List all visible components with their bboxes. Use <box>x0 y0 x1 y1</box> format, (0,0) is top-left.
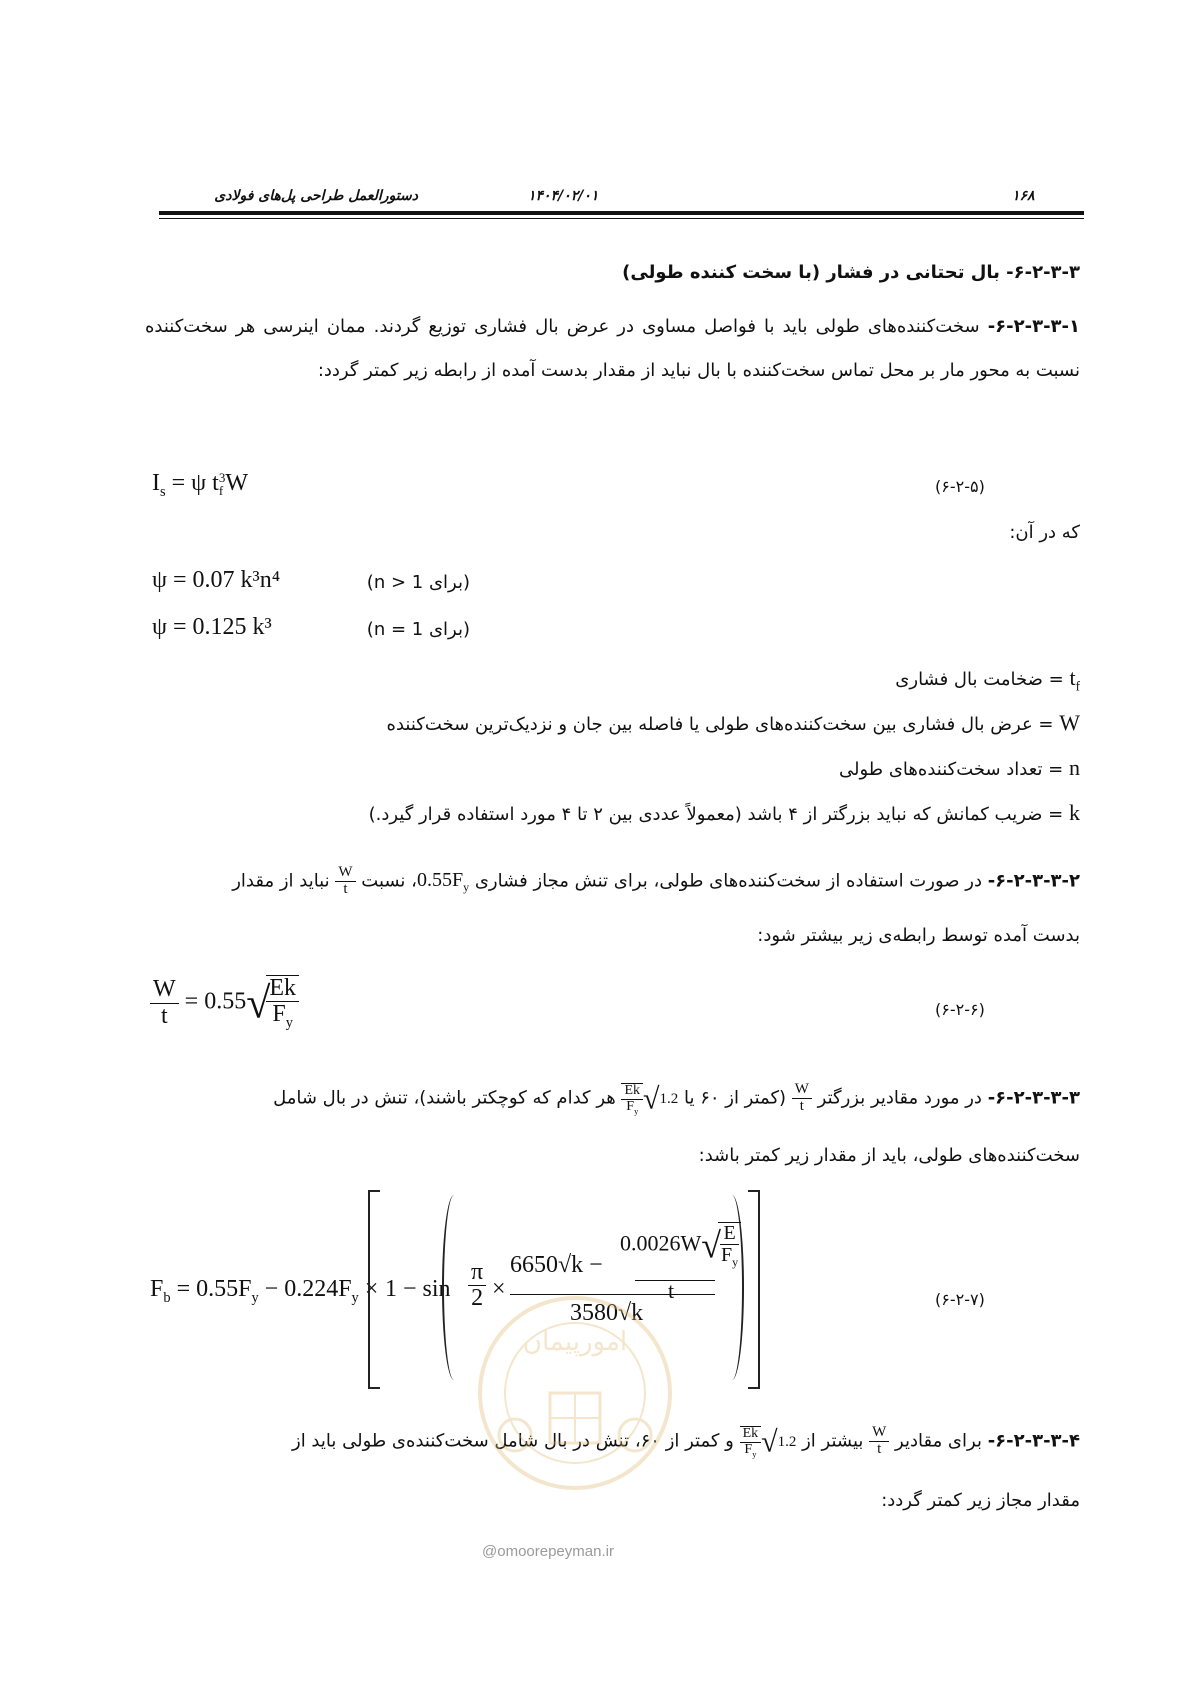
eq7-inner-den: t <box>668 1278 675 1303</box>
clause-4-number: ۶-۲-۳-۳-۴- <box>987 1430 1080 1452</box>
watermark-url: @omoorepeyman.ir <box>482 1543 614 1560</box>
clause-4-text-b: بیشتر از <box>796 1430 864 1452</box>
symbol-k: k <box>1069 800 1080 825</box>
clause-3-line-2: سخت‌کننده‌های طولی، باید از مقدار زیر کمتر باشد: <box>698 1145 1080 1166</box>
eq5-lhs-sub: s <box>160 483 166 500</box>
eq7-times-2: × <box>492 1276 506 1302</box>
clause-3-ratio: $\frac{W}{t}$ <box>792 1082 812 1115</box>
symbol-w: W <box>1059 710 1080 735</box>
clause-4-text-c: و کمتر از ۶۰، تنش در بال شامل سخت‌کننده‌ی طولی باید از <box>292 1430 734 1452</box>
clause-1 <box>145 305 1080 393</box>
symbol-def-tf <box>300 665 1080 694</box>
clause-4-text-a: برای مقادیر <box>889 1430 988 1452</box>
clause-4-limit: 1.2√ $\frac{Ek}{F_y}$ <box>740 1434 797 1450</box>
equation-6: $\frac{W}{t}$ = 0.55√ $\frac{Ek}{F_y}$ <box>150 975 299 1031</box>
clause-2-text-b: ، نسبت <box>355 870 417 892</box>
clause-1-number: ۶-۲-۳-۳-۱- <box>987 316 1080 337</box>
psi-formula-2: ψ = 0.125 k³ <box>152 614 272 640</box>
clause-2-line-1 <box>145 865 1080 898</box>
equation-7-label: (۶-۲-۷) <box>935 1290 985 1309</box>
clause-3-line-1 <box>145 1082 1080 1117</box>
eq5-rhs: = ψ t <box>171 470 219 496</box>
watermark-logo-text: امورپیمان <box>522 1327 628 1357</box>
clause-4-line-2: مقدار مجاز زیر کمتر گردد: <box>881 1490 1080 1511</box>
equation-5-label: (۶-۲-۵) <box>935 477 985 496</box>
eq5-rhs-end: W <box>225 470 248 496</box>
where-text: که در آن: <box>1009 522 1080 543</box>
psi-condition-1: (برای n > 1) <box>366 572 470 593</box>
eq7-right-bracket <box>748 1190 760 1389</box>
header-book-title: دستورالعمل طراحی پل‌های فولادی <box>214 188 418 204</box>
eq7-one-minus-sin: 1 − sin <box>385 1276 451 1302</box>
symbol-tf-desc: = ضخامت بال فشاری <box>895 669 1064 690</box>
page-number: ۱۶۸ <box>1012 188 1035 204</box>
symbol-def-n <box>300 755 1080 781</box>
section-heading <box>145 258 1080 288</box>
clause-2-ratio: $\frac{W}{t}$ <box>335 865 355 898</box>
header-date: ۱۴۰۴/۰۲/۰۱ <box>528 188 599 204</box>
symbol-tf: $t_f$ <box>1069 665 1080 694</box>
eq6-coef: = 0.55 <box>184 988 247 1015</box>
symbol-def-k <box>300 800 1080 826</box>
equation-5 <box>152 470 248 501</box>
eq7-left-bracket <box>368 1190 380 1389</box>
eq7-left-paren <box>442 1195 466 1380</box>
symbol-k-desc: = ضریب کمانش که نباید بزرگتر از ۴ باشد (معمولاً عددی بین ۲ تا ۴ مورد استفاده قرار گیرد.) <box>368 804 1064 825</box>
clause-2-stress: $0.55F_y$ <box>416 869 470 895</box>
clause-3-limit: 1.2√ $\frac{Ek}{F_y}$ <box>621 1091 678 1107</box>
clause-1-text: سخت‌کننده‌های طولی باید با فواصل مساوی در عرض بال فشاری توزیع گردند. ممان اینرسی هر سخت‌کننده نسبت به محور مار بر محل تماس سخت‌کننده با بال نباید از مقدار بدست آمده از رابطه زیر کمتر گردد: <box>145 316 1080 381</box>
eq7-inner-num: 0.0026W√ $\frac{E}{F_y}$ <box>620 1222 741 1269</box>
eq5-lhs: I <box>152 470 160 496</box>
clause-4-ratio: $\frac{W}{t}$ <box>869 1425 889 1458</box>
eq7-big-denominator: 3580√k <box>570 1300 644 1326</box>
header-rule-thick <box>159 211 1084 215</box>
equation-6-label: (۶-۲-۶) <box>935 1000 985 1019</box>
symbol-w-desc: = عرض بال فشاری بین سخت‌کننده‌های طولی یا فاصله بین جان و نزدیک‌ترین سخت‌کننده <box>386 714 1054 735</box>
clause-2-number: ۶-۲-۳-۳-۲- <box>987 870 1080 892</box>
eq6-radicand: $\frac{Ek}{F_y}$ <box>266 975 299 1031</box>
symbol-def-w <box>300 710 1080 736</box>
header-rule-thin <box>159 218 1084 219</box>
eq7-pi-over-2: $\frac{\pi}{2}$ <box>468 1260 486 1311</box>
clause-2-text-c: نباید از مقدار <box>232 870 330 892</box>
psi-condition-2: (برای n = 1) <box>366 619 470 640</box>
section-number: ۶-۲-۳-۳- <box>1006 262 1080 283</box>
section-title: بال تحتانی در فشار (با سخت کننده طولی) <box>622 262 1007 283</box>
clause-3-number: ۶-۲-۳-۳-۳- <box>987 1087 1080 1109</box>
eq6-fraction: $\frac{W}{t}$ <box>150 977 179 1028</box>
symbol-n-desc: = تعداد سخت‌کننده‌های طولی <box>838 759 1064 780</box>
clause-2-text-a: در صورت استفاده از سخت‌کننده‌های طولی، برای تنش مجاز فشاری <box>469 870 988 892</box>
eq7-big-numerator: 6650√k − 0.0026W√ $\frac{E}{F_y}$ t <box>510 1232 715 1295</box>
clause-3-text-a: در مورد مقادیر بزرگتر <box>811 1087 988 1109</box>
eq5-rhs-sub: f <box>218 483 224 499</box>
symbol-n: n <box>1069 755 1080 780</box>
watermark-logo <box>470 1275 680 1505</box>
clause-2-line-2: بدست آمده توسط رابطه‌ی زیر بیشتر شود: <box>757 925 1080 946</box>
eq5-rhs-sup: 3 <box>218 470 226 486</box>
eq7-left-terms: $F_b = 0.55F_y - 0.224F_y$ × <box>150 1276 379 1306</box>
psi-formula-1: ψ = 0.07 k³n⁴ <box>152 567 281 593</box>
clause-3-text-c: هر کدام که کوچکتر باشند)، تنش در بال شامل <box>273 1087 616 1109</box>
clause-3-text-b: (کمتر از ۶۰ یا <box>678 1087 787 1109</box>
